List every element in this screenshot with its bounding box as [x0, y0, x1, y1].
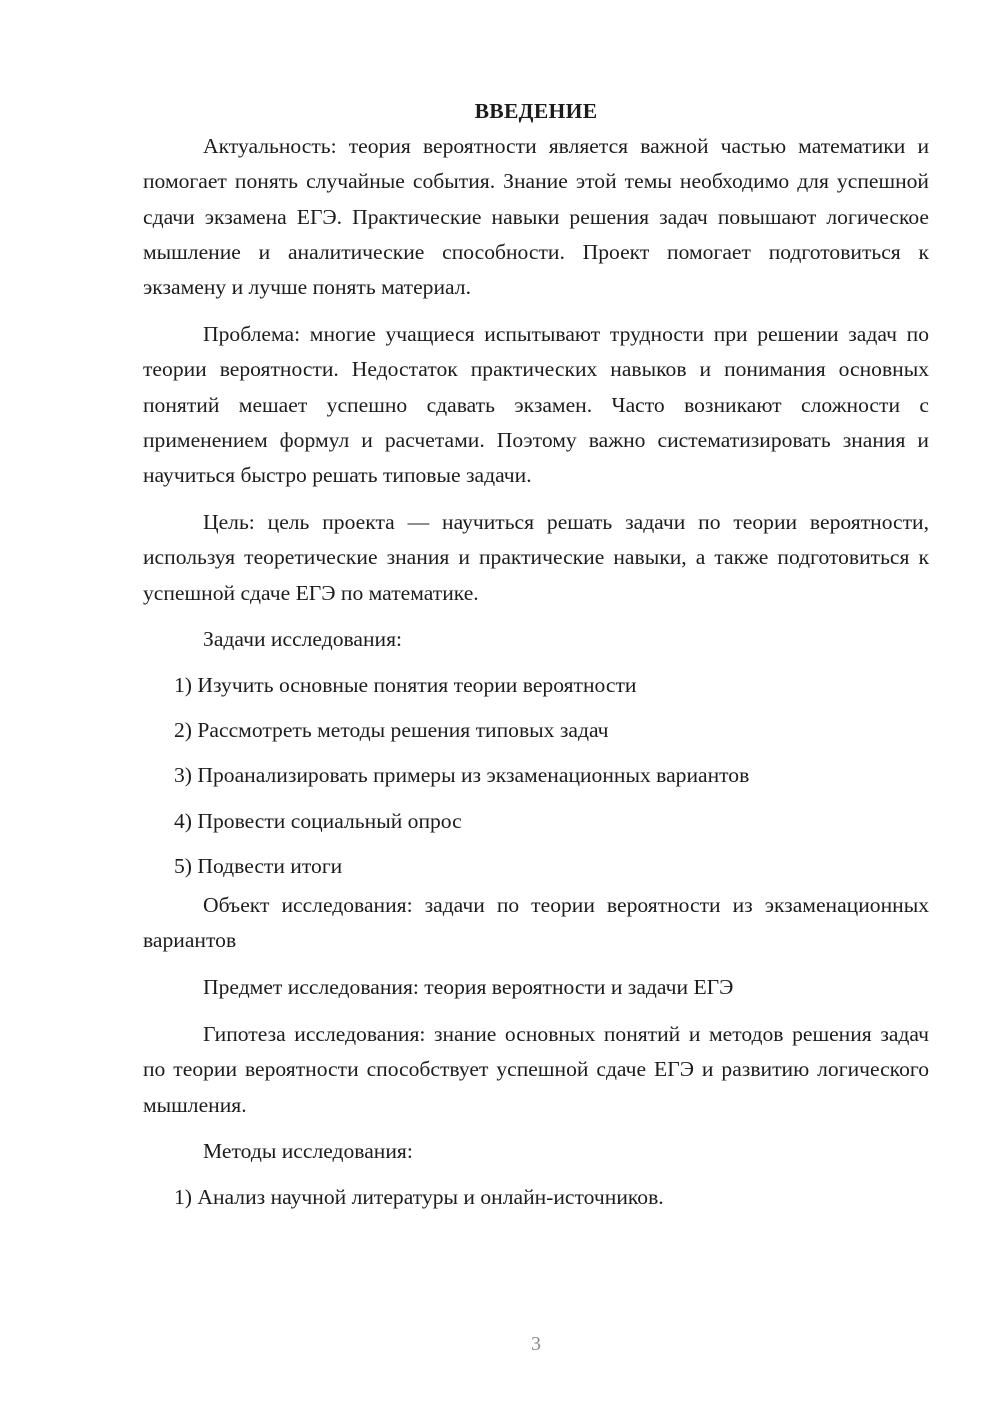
task-item: 2) Рассмотреть методы решения типовых задач — [174, 717, 609, 742]
page-content — [143, 96, 929, 1225]
task-item: 5) Подвести итоги — [174, 853, 343, 878]
tasks-heading: Задачи исследования: — [203, 627, 403, 652]
paragraph-subject: Предмет исследования: теория вероятности и задачи ЕГЭ — [203, 975, 734, 1000]
method-item: 1) Анализ научной литературы и онлайн-источников. — [174, 1184, 664, 1209]
page-number: 3 — [531, 1333, 541, 1355]
task-item: 3) Проанализировать примеры из экзаменационных вариантов — [174, 763, 750, 788]
paragraph-hypothesis: Гипотеза исследования: знание основных понятий и методов решения задач по теории вероятности способствует успешной сдаче ЕГЭ и развитию логического мышления. — [143, 1022, 929, 1117]
paragraph-goal: Цель: цель проекта — научиться решать задачи по теории вероятности, используя теоретические знания и практические навыки, а также подготовиться к успешной сдаче ЕГЭ по математике. — [143, 509, 929, 605]
paragraph-problem: Проблема: многие учащиеся испытывают трудности при решении задач по теории вероятности. Недостаток практических навыков и понимания основных понятий мешает успешно сдавать экзамен. Часто возникают сложности с применением формул и расчетами. Поэтому важно систематизировать знания и научиться быстро решать типовые задачи. — [143, 321, 929, 488]
methods-heading: Методы исследования: — [203, 1139, 413, 1164]
task-item: 4) Провести социальный опрос — [174, 808, 462, 833]
page-title: ВВЕДЕНИЕ — [474, 99, 598, 123]
paragraph-object: Объект исследования: задачи по теории вероятности из экзаменационных вариантов — [143, 893, 929, 953]
task-item: 1) Изучить основные понятия теории вероятности — [174, 672, 637, 697]
paragraph-relevance: Актуальность: теория вероятности является важной частью математики и помогает понять случайные события. Знание этой темы необходимо для успешной сдачи экзамена ЕГЭ. Практические навыки решения задач повышают логическое мышление и аналитические способности. Проект помогает подготовиться к экзамену и лучше понять материал. — [143, 134, 929, 300]
